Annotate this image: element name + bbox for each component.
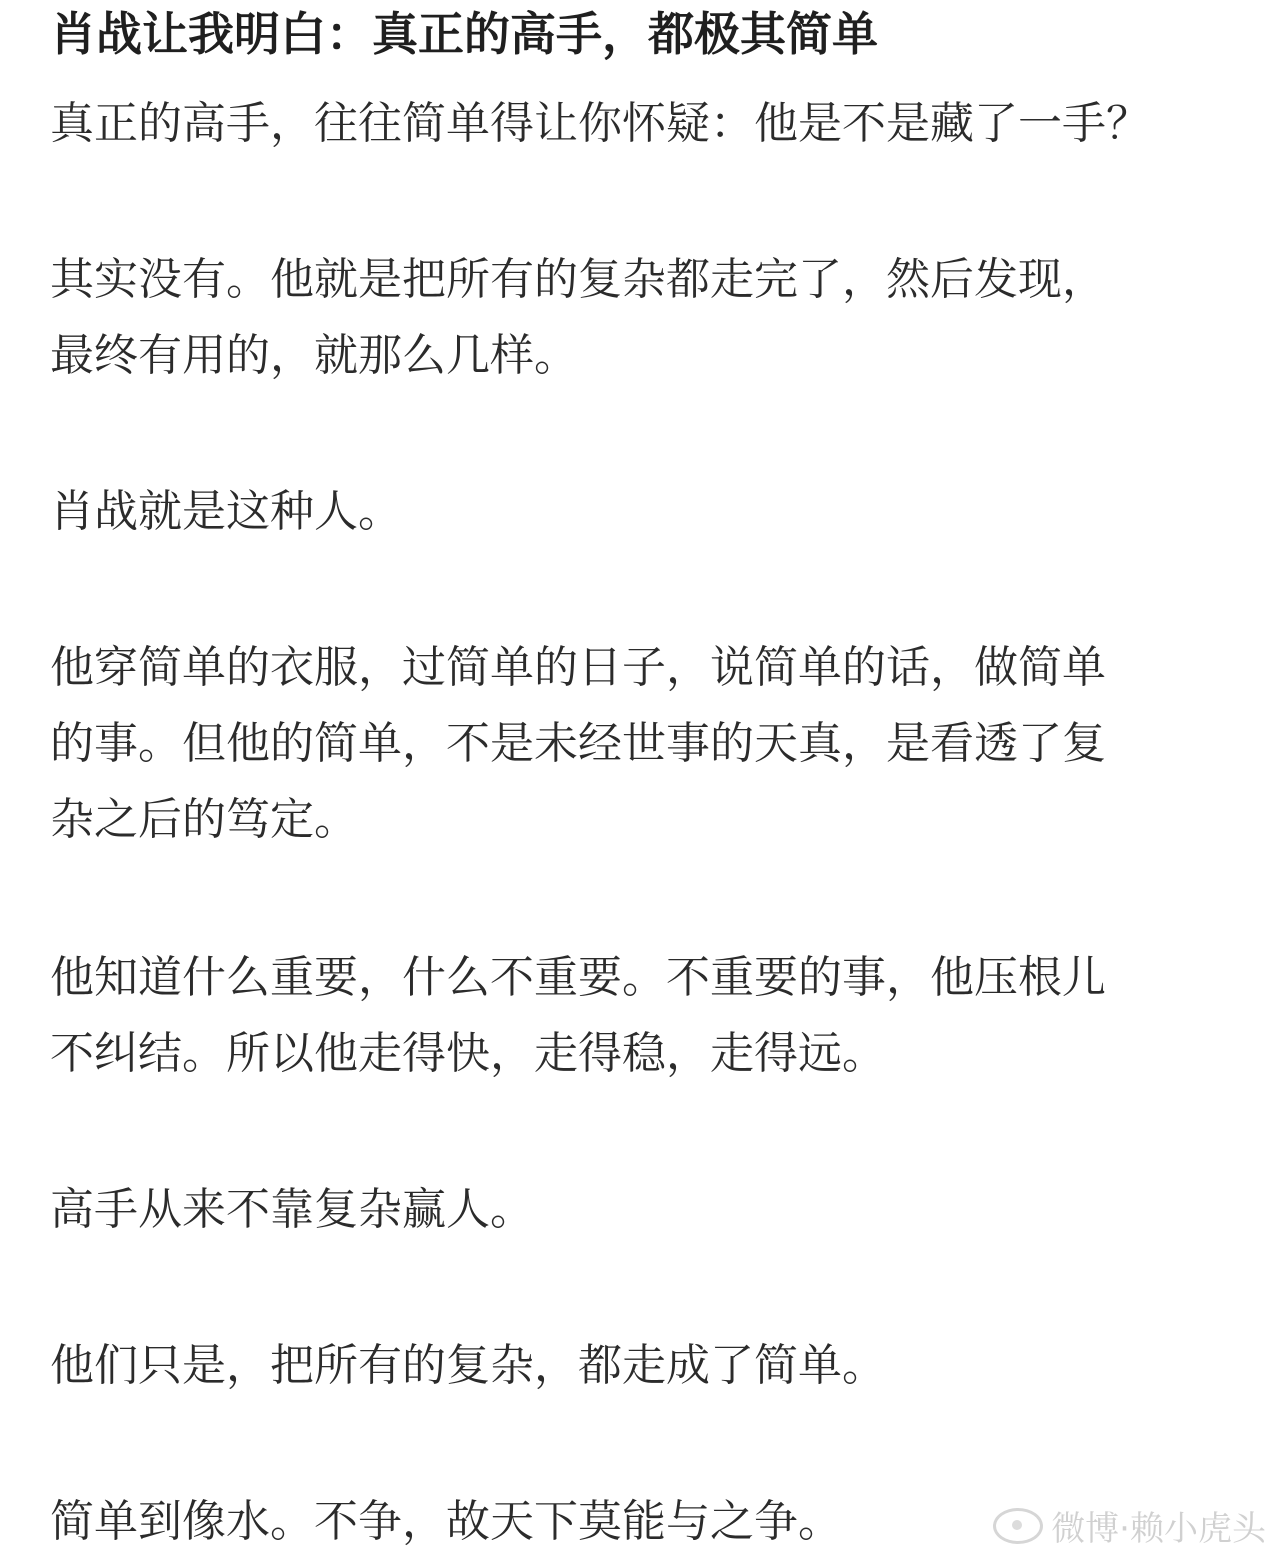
watermark-text: 微博·赖小虎头	[1051, 1509, 1266, 1549]
weibo-logo-icon	[993, 1508, 1043, 1544]
paragraph-7: 他们只是，把所有的复杂，都走成了简单。	[50, 1340, 886, 1391]
paragraph-3: 肖战就是这种人。	[50, 486, 402, 537]
paragraph-5: 他知道什么重要，什么不重要。不重要的事，他压根儿 不纠结。所以他走得快，走得稳，走得远。	[50, 952, 1106, 1079]
watermark	[993, 1501, 1266, 1550]
paragraph-6: 高手从来不靠复杂赢人。	[50, 1184, 534, 1235]
paragraph-8: 简单到像水。不争，故天下莫能与之争。	[50, 1496, 842, 1547]
paragraph-2: 其实没有。他就是把所有的复杂都走完了，然后发现， 最终有用的，就那么几样。	[50, 254, 1106, 381]
paragraph-1: 真正的高手，往往简单得让你怀疑：他是不是藏了一手？	[50, 98, 1150, 149]
article-title: 肖战让我明白：真正的高手，都极其简单	[50, 7, 878, 61]
paragraph-4: 他穿简单的衣服，过简单的日子，说简单的话，做简单 的事。但他的简单，不是未经世事的天真，是看透了复 杂之后的笃定。	[50, 642, 1106, 845]
